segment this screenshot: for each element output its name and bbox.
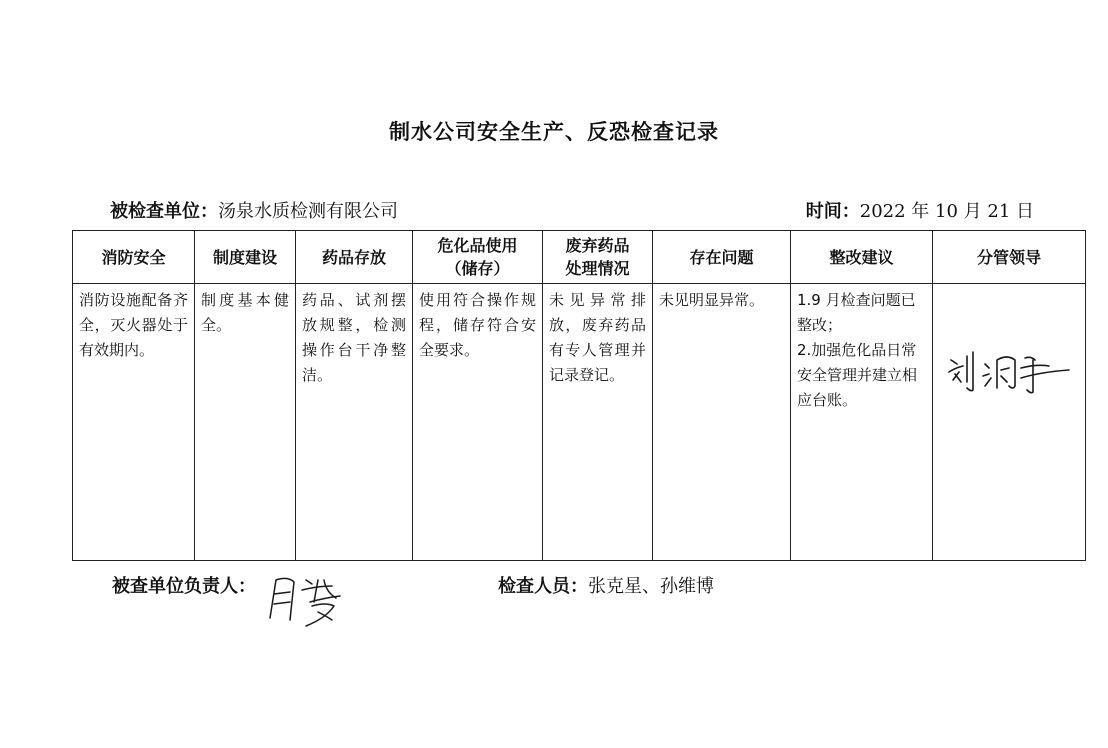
page-title: 制水公司安全生产、反恐检查记录	[389, 120, 719, 144]
cell-hazardous-chemicals: 使用符合操作规程，储存符合安全要求。	[413, 284, 543, 561]
inspected-unit-line	[110, 197, 398, 223]
inspected-unit-label: 被检查单位：	[110, 201, 218, 222]
cell-system-construction: 制度基本健全。	[195, 284, 296, 561]
header-hazardous-chemicals: 危化品使用 （储存）	[413, 231, 543, 284]
header-drug-storage: 药品存放	[296, 231, 413, 284]
table-header-row	[73, 231, 1086, 284]
cell-rectification: 1.9 月检查问题已整改； 2.加强危化品日常安全管理并建立相应台账。	[791, 284, 933, 561]
responsible-label: 被查单位负责人：	[112, 576, 256, 597]
cell-leader-signature	[933, 284, 1086, 561]
inspection-time-line	[806, 197, 1034, 223]
cell-existing-problems: 未见明显异常。	[653, 284, 791, 561]
inspector-line	[498, 572, 714, 598]
responsible-handwritten-signature	[266, 572, 361, 630]
cell-fire-safety: 消防设施配备齐全，灭火器处于有效期内。	[73, 284, 195, 561]
header-system-construction: 制度建设	[195, 231, 296, 284]
leader-handwritten-signature	[945, 342, 1075, 402]
time-label: 时间：	[805, 201, 860, 222]
cell-drug-storage: 药品、试剂摆放规整，检测操作台干净整洁。	[296, 284, 413, 561]
time-value: 2022 年 10 月 21 日	[859, 201, 1034, 222]
inspector-value: 张克星、孙维博	[588, 576, 714, 597]
inspected-unit-value: 汤泉水质检测有限公司	[218, 201, 398, 222]
header-fire-safety: 消防安全	[73, 231, 195, 284]
header-leader: 分管领导	[933, 231, 1086, 284]
inspector-label: 检查人员：	[498, 576, 588, 597]
table-row	[73, 284, 1086, 561]
cell-waste-drugs: 未见异常排放，废弃药品有专人管理并记录登记。	[543, 284, 653, 561]
inspection-record-table	[72, 230, 1086, 561]
header-waste-drugs: 废弃药品 处理情况	[543, 231, 653, 284]
header-existing-problems: 存在问题	[653, 231, 791, 284]
header-rectification: 整改建议	[791, 231, 933, 284]
